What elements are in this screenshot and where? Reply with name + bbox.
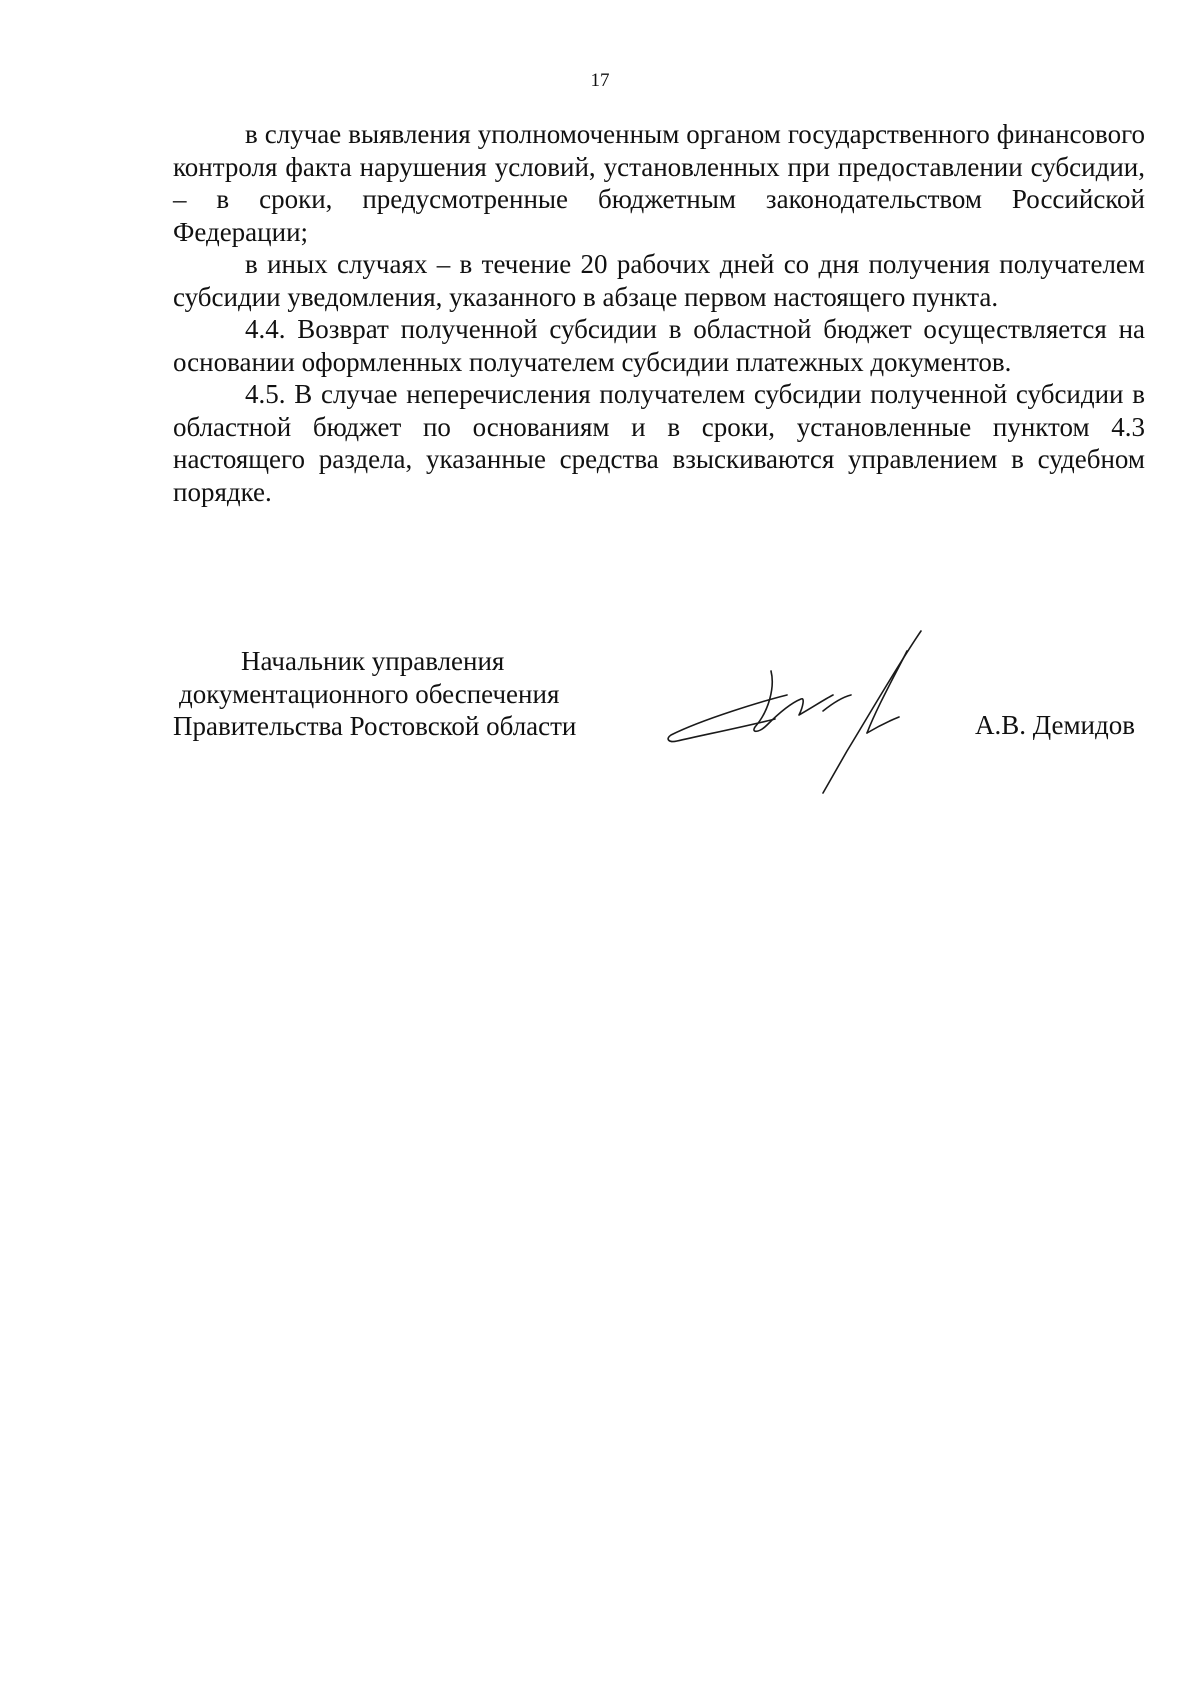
page-number: 17 [590, 70, 610, 91]
handwritten-signature [663, 623, 953, 803]
document-body [173, 118, 1145, 508]
position-title-line: документационного обеспечения [179, 678, 560, 709]
paragraph-4-5: 4.5. В случае неперечисления получателем субсидии полученной субсидии в областной бюджет по основаниям и в сроки, установленные пунктом 4.3 настоящего раздела, указанные средства взыскиваются управлением в судебном порядке. [173, 379, 1145, 507]
paragraph-financial-control-case: в случае выявления уполномоченным органом государственного финансового контроля факта нарушения условий, установленных при предоставлении субсидии, – в сроки, предусмотренные бюджетным законодательством Российской Федерации; [173, 119, 1145, 247]
position-title-line: Правительства Ростовской области [173, 711, 577, 741]
signature-block [173, 645, 1145, 815]
position-title-line: Начальник управления [241, 646, 505, 676]
paragraph-other-cases: в иных случаях – в течение 20 рабочих дней со дня получения получателем субсидии уведомления, указанного в абзаце первом настоящего пункта. [173, 249, 1145, 312]
position-title [173, 645, 633, 743]
signer-name: А.В. Демидов [974, 710, 1135, 740]
paragraph-4-4: 4.4. Возврат полученной субсидии в областной бюджет осуществляется на основании оформленных получателем субсидии платежных документов. [173, 314, 1145, 377]
